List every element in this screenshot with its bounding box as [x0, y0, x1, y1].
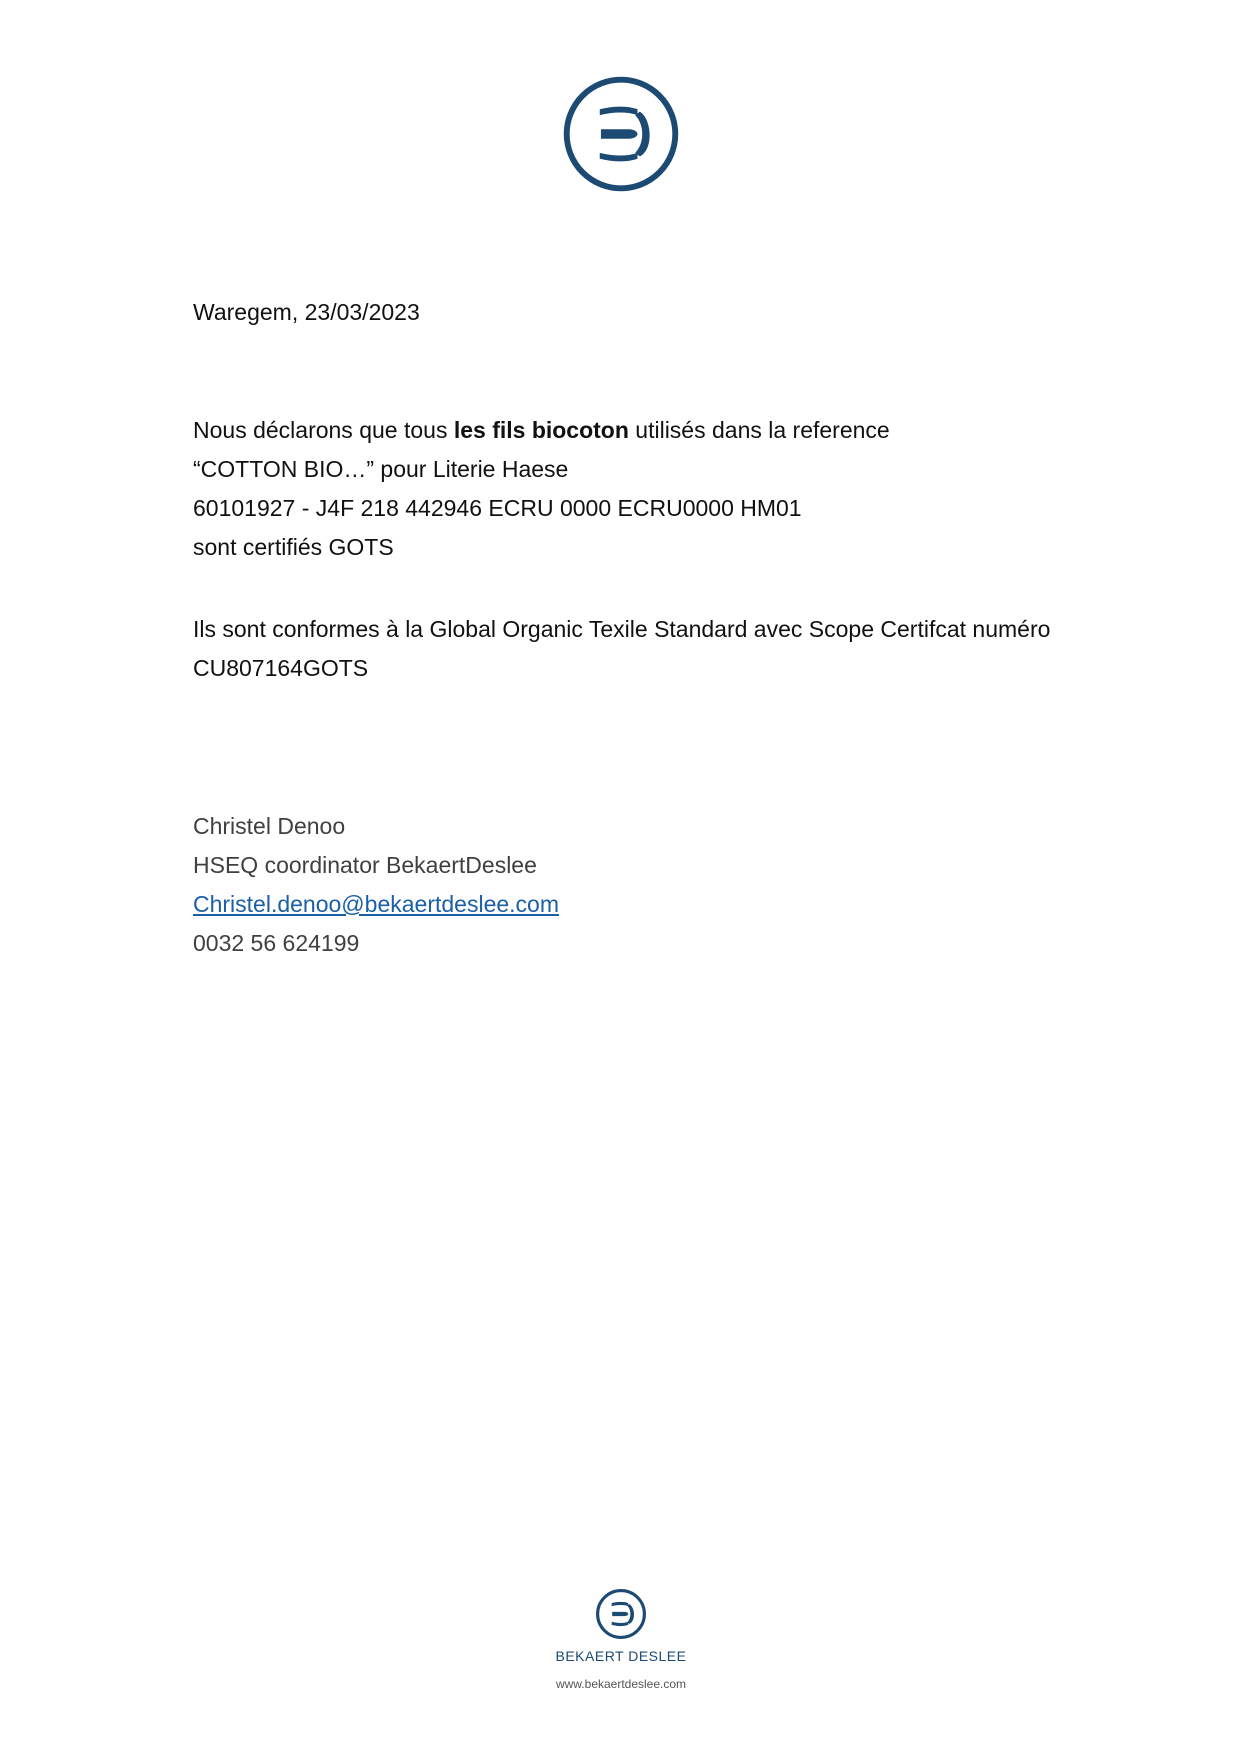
- footer-brand-name: BEKAERT DESLEE: [555, 1648, 687, 1664]
- bekaert-deslee-logo-icon: [562, 75, 680, 193]
- email-link[interactable]: Christel.denoo@bekaertdeslee.com: [193, 891, 559, 917]
- bekaert-deslee-logo-icon: [595, 1588, 647, 1640]
- declaration-paragraph: [193, 411, 890, 567]
- declaration-line-4: sont certifiés GOTS: [193, 534, 394, 560]
- signatory-role: HSEQ coordinator BekaertDeslee: [193, 852, 537, 878]
- declaration-text: Nous déclarons que tous: [193, 417, 454, 443]
- signatory-name: Christel Denoo: [193, 813, 346, 839]
- footer-website: www.bekaertdeslee.com: [555, 1677, 687, 1691]
- conformity-line-1: Ils sont conformes à la Global Organic Texile Standard avec Scope Certifcat numéro: [193, 616, 1051, 642]
- declaration-text-end: utilisés dans la reference: [628, 417, 890, 443]
- conformity-paragraph: [193, 610, 1093, 688]
- place-date: Waregem, 23/03/2023: [193, 299, 420, 325]
- phone-number: 0032 56 624199: [193, 930, 360, 956]
- certificate-number: CU807164GOTS: [193, 655, 369, 681]
- signature-block: [193, 807, 559, 963]
- declaration-bold-text: les fils biocoton: [453, 417, 629, 443]
- declaration-line-2: “COTTON BIO…” pour Literie Haese: [193, 456, 569, 482]
- declaration-line-1: [193, 411, 890, 450]
- declaration-line-3: 60101927 - J4F 218 442946 ECRU 0000 ECRU0000 HM01: [193, 495, 802, 521]
